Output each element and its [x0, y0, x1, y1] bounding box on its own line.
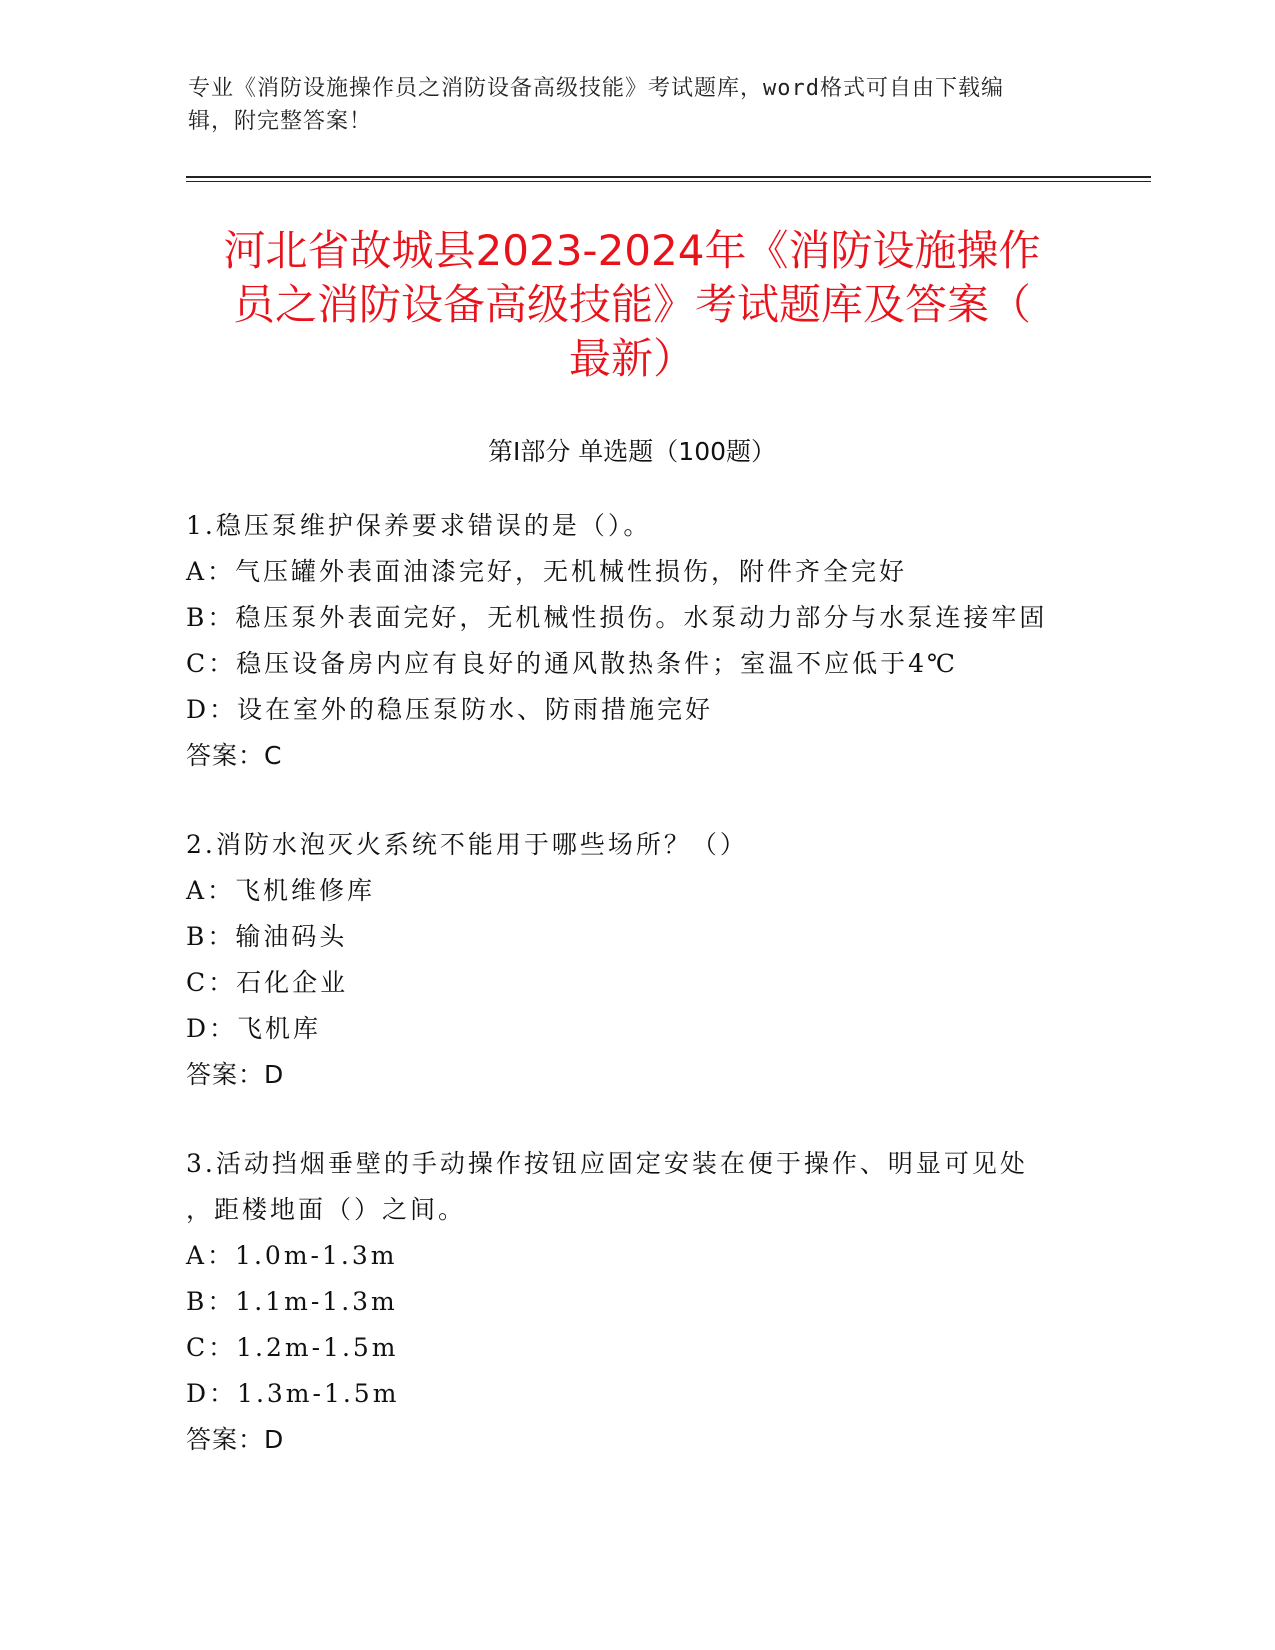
header-divider: [186, 176, 1151, 178]
document-title-line-2: 员之消防设备高级技能》考试题库及答案（: [232, 280, 1031, 329]
question-1-stem: 1.稳压泵维护保养要求错误的是（）。: [186, 511, 652, 540]
question-2-option-a: A：飞机维修库: [186, 876, 376, 905]
question-2-answer: 答案：D: [186, 1060, 285, 1089]
question-3-option-b: B：1.1m-1.3m: [186, 1287, 398, 1316]
header-divider-thin: [186, 181, 1151, 182]
question-2-option-d: D：飞机库: [186, 1014, 322, 1043]
question-1: [186, 503, 1066, 779]
header-note-line-1: 专业《消防设施操作员之消防设备高级技能》考试题库，word格式可自由下载编: [188, 76, 1004, 101]
header-note: [188, 72, 1088, 138]
question-3: [186, 1141, 1066, 1463]
question-1-option-d: D：设在室外的稳压泵防水、防雨措施完好: [186, 695, 714, 724]
question-2-option-c: C：石化企业: [186, 968, 349, 997]
question-3-stem-line-2: ，距楼地面（）之间。: [186, 1195, 467, 1224]
section-title: 第Ⅰ部分 单选题（100题）: [487, 437, 777, 466]
question-3-option-c: C：1.2m-1.5m: [186, 1333, 399, 1362]
question-3-option-d: D：1.3m-1.5m: [186, 1379, 400, 1408]
document-title: [186, 224, 1078, 386]
header-note-line-2: 辑，附完整答案！: [188, 109, 373, 134]
question-2: [186, 822, 1066, 1098]
question-2-option-b: B：输油码头: [186, 922, 348, 951]
question-1-option-b: B：稳压泵外表面完好，无机械性损伤。水泵动力部分与水泵连接牢固: [186, 603, 1048, 632]
question-3-option-a: A：1.0m-1.3m: [186, 1241, 398, 1270]
question-2-stem: 2.消防水泡灭火系统不能用于哪些场所？（）: [186, 830, 748, 859]
question-1-option-c: C：稳压设备房内应有良好的通风散热条件；室温不应低于4℃: [186, 649, 959, 678]
question-3-answer: 答案：D: [186, 1425, 285, 1454]
document-title-line-1: 河北省故城县2023-2024年《消防设施操作: [223, 226, 1041, 275]
document-title-line-3: 最新）: [568, 334, 695, 383]
question-1-answer: 答案：C: [186, 741, 283, 770]
question-1-option-a: A：气压罐外表面油漆完好，无机械性损伤，附件齐全完好: [186, 557, 908, 586]
question-3-stem-line-1: 3.活动挡烟垂壁的手动操作按钮应固定安装在便于操作、明显可见处: [186, 1149, 1028, 1178]
